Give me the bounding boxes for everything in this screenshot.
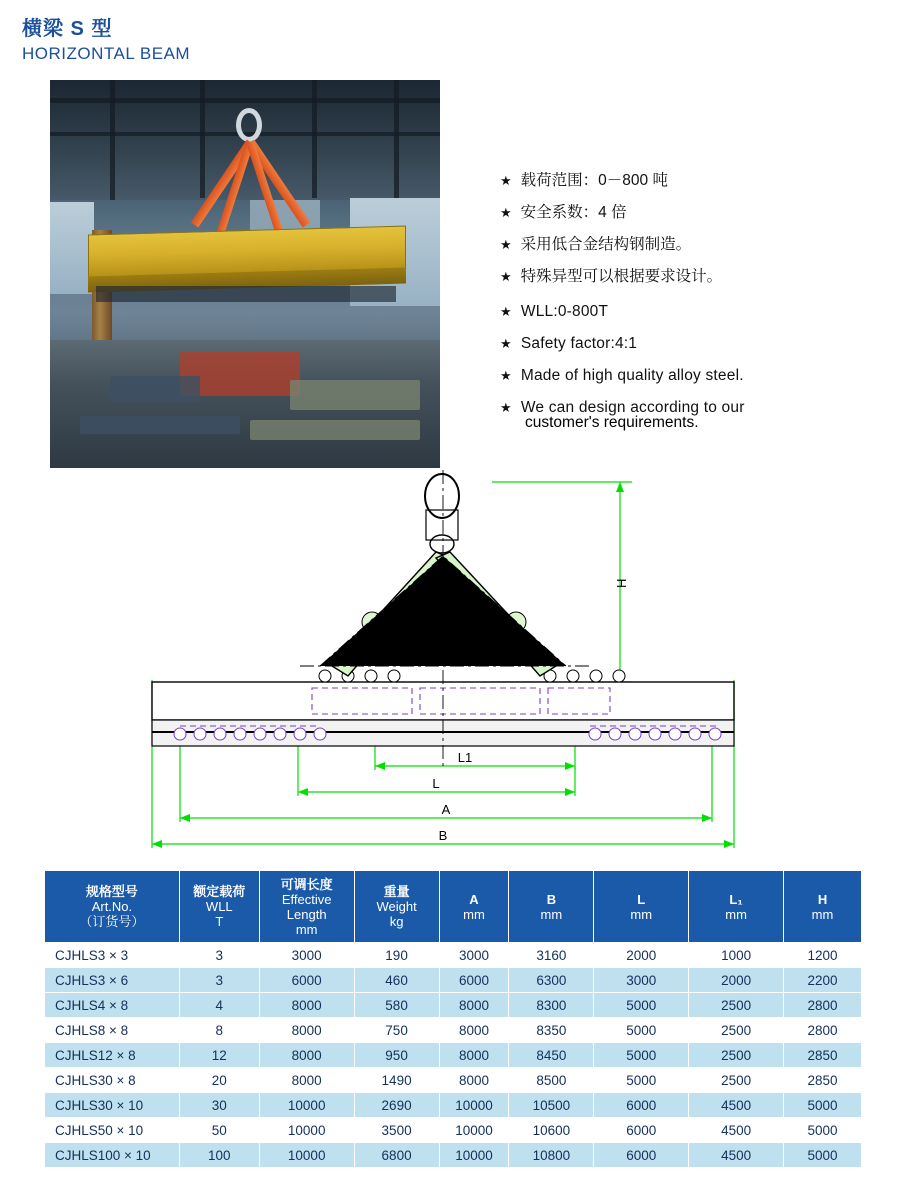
photo-truss [110, 80, 115, 200]
feature-text: 载荷范围：0－800 吨 [520, 172, 668, 189]
spec-table-wrap [44, 870, 862, 1168]
cell-a: 3000 [439, 943, 509, 968]
cell-eff: 3000 [259, 943, 354, 968]
technical-drawing-svg [120, 470, 800, 870]
photo-truss [50, 98, 440, 103]
cell-b: 10600 [509, 1118, 594, 1143]
th-effective-length: 可调长度 Effective Length mm [259, 871, 354, 943]
cell-b: 6300 [509, 968, 594, 993]
feature-list-en [500, 301, 870, 433]
cell-wll: 12 [179, 1043, 259, 1068]
cell-l1: 2500 [689, 1068, 784, 1093]
cell-l: 6000 [594, 1093, 689, 1118]
star-icon: ★ [500, 173, 512, 188]
cell-l1: 2500 [689, 1043, 784, 1068]
cell-model: CJHLS100 × 10 [45, 1143, 180, 1168]
feature-item-en [500, 333, 870, 354]
cell-l: 5000 [594, 1068, 689, 1093]
cell-l: 6000 [594, 1143, 689, 1168]
watermark: shop1441549910016451688.com [222, 1163, 679, 1193]
table-row [45, 1018, 862, 1043]
dimension-label-l1: L1 [457, 750, 473, 765]
th-weight: 重量 Weight kg [354, 871, 439, 943]
product-photo [50, 80, 440, 468]
cell-b: 10500 [509, 1093, 594, 1118]
technical-drawing [120, 470, 800, 870]
star-icon: ★ [500, 368, 512, 383]
feature-item-cn [500, 170, 870, 191]
cell-wll: 3 [179, 968, 259, 993]
cell-l1: 4500 [689, 1143, 784, 1168]
cell-model: CJHLS30 × 10 [45, 1093, 180, 1118]
cell-b: 8500 [509, 1068, 594, 1093]
feature-item-en [500, 365, 870, 386]
dimension-label-l: L [432, 776, 440, 791]
photo-clutter [290, 380, 420, 410]
photo-truss [394, 80, 399, 198]
table-row [45, 1143, 862, 1168]
feature-text: Safety factor:4:1 [520, 335, 638, 352]
star-icon: ★ [500, 205, 512, 220]
cell-model: CJHLS30 × 8 [45, 1068, 180, 1093]
cell-model: CJHLS12 × 8 [45, 1043, 180, 1068]
cell-weight: 3500 [354, 1118, 439, 1143]
feature-item-cn [500, 266, 870, 287]
cell-b: 10800 [509, 1143, 594, 1168]
photo-clutter [110, 376, 200, 402]
cell-eff: 8000 [259, 1018, 354, 1043]
cell-wll: 100 [179, 1143, 259, 1168]
feature-item-en [500, 301, 870, 322]
feature-text: 安全系数：4 倍 [520, 204, 627, 221]
feature-text: We can design according to our [520, 399, 745, 416]
photo-truss [200, 80, 205, 198]
cell-eff: 8000 [259, 1043, 354, 1068]
cell-l: 6000 [594, 1118, 689, 1143]
cell-wll: 8 [179, 1018, 259, 1043]
star-icon: ★ [500, 304, 512, 319]
dimension-label-b: B [438, 828, 448, 843]
cell-eff: 10000 [259, 1143, 354, 1168]
cell-eff: 6000 [259, 968, 354, 993]
cell-model: CJHLS3 × 6 [45, 968, 180, 993]
feature-item-cn [500, 234, 870, 255]
feature-text: WLL:0-800T [520, 303, 609, 320]
table-row [45, 968, 862, 993]
th-b: B mm [509, 871, 594, 943]
cell-l: 5000 [594, 993, 689, 1018]
table-row [45, 1068, 862, 1093]
star-icon: ★ [500, 400, 512, 415]
star-icon: ★ [500, 336, 512, 351]
cell-b: 3160 [509, 943, 594, 968]
cell-a: 8000 [439, 1043, 509, 1068]
cell-l: 5000 [594, 1043, 689, 1068]
cell-a: 10000 [439, 1093, 509, 1118]
feature-text-continuation: customer's requirements. [525, 414, 699, 431]
cell-l1: 2500 [689, 993, 784, 1018]
photo-hook-ring [236, 108, 262, 142]
page-header [22, 16, 190, 66]
star-icon: ★ [500, 269, 512, 284]
feature-text: 采用低合金结构钢制造。 [520, 236, 692, 253]
th-l1: L₁ mm [689, 871, 784, 943]
cell-weight: 950 [354, 1043, 439, 1068]
cell-l: 5000 [594, 1018, 689, 1043]
page-title-en: HORIZONTAL BEAM [22, 44, 191, 63]
dimension-label-a: A [441, 802, 451, 817]
cell-weight: 2690 [354, 1093, 439, 1118]
cell-a: 8000 [439, 1018, 509, 1043]
page-title-cn: 横梁 S 型 [22, 18, 113, 40]
cell-wll: 4 [179, 993, 259, 1018]
cell-eff: 10000 [259, 1118, 354, 1143]
cell-l1: 1000 [689, 943, 784, 968]
table-row [45, 993, 862, 1018]
spec-table [44, 870, 862, 1168]
cell-a: 6000 [439, 968, 509, 993]
cell-model: CJHLS4 × 8 [45, 993, 180, 1018]
cell-weight: 750 [354, 1018, 439, 1043]
photo-clutter [80, 416, 240, 434]
cell-h: 2850 [784, 1068, 862, 1093]
cell-a: 10000 [439, 1143, 509, 1168]
cell-a: 8000 [439, 993, 509, 1018]
cell-h: 2850 [784, 1043, 862, 1068]
cell-h: 2800 [784, 993, 862, 1018]
cell-b: 8350 [509, 1018, 594, 1043]
cell-b: 8450 [509, 1043, 594, 1068]
table-row [45, 1043, 862, 1068]
cell-l1: 2000 [689, 968, 784, 993]
cell-h: 5000 [784, 1093, 862, 1118]
feature-text: Made of high quality alloy steel. [520, 367, 744, 384]
cell-h: 5000 [784, 1143, 862, 1168]
feature-text: 特殊异型可以根据要求设计。 [520, 268, 723, 285]
cell-h: 5000 [784, 1118, 862, 1143]
cell-a: 8000 [439, 1068, 509, 1093]
feature-item-cn [500, 202, 870, 223]
th-wll: 额定载荷 WLL T [179, 871, 259, 943]
master-link [425, 474, 459, 553]
cell-a: 10000 [439, 1118, 509, 1143]
cell-h: 2200 [784, 968, 862, 993]
photo-truss [312, 80, 317, 198]
cell-eff: 10000 [259, 1093, 354, 1118]
photo-clutter [250, 420, 420, 440]
cell-l: 3000 [594, 968, 689, 993]
photo-hook-row [96, 286, 396, 302]
star-icon: ★ [500, 237, 512, 252]
cell-l1: 4500 [689, 1093, 784, 1118]
cell-model: CJHLS50 × 10 [45, 1118, 180, 1143]
cell-eff: 8000 [259, 1068, 354, 1093]
table-row [45, 1093, 862, 1118]
cell-model: CJHLS3 × 3 [45, 943, 180, 968]
table-header-row [45, 871, 862, 943]
cell-wll: 3 [179, 943, 259, 968]
cell-h: 1200 [784, 943, 862, 968]
cell-weight: 460 [354, 968, 439, 993]
cell-wll: 30 [179, 1093, 259, 1118]
cell-weight: 6800 [354, 1143, 439, 1168]
cell-model: CJHLS8 × 8 [45, 1018, 180, 1043]
th-a: A mm [439, 871, 509, 943]
table-row [45, 1118, 862, 1143]
cell-weight: 580 [354, 993, 439, 1018]
cell-wll: 50 [179, 1118, 259, 1143]
cell-weight: 190 [354, 943, 439, 968]
th-h: H mm [784, 871, 862, 943]
table-row [45, 943, 862, 968]
cell-l1: 4500 [689, 1118, 784, 1143]
cell-l1: 2500 [689, 1018, 784, 1043]
th-l: L mm [594, 871, 689, 943]
dimension-label-h: H [614, 578, 629, 588]
cell-weight: 1490 [354, 1068, 439, 1093]
cell-h: 2800 [784, 1018, 862, 1043]
feature-list [500, 170, 870, 443]
cell-eff: 8000 [259, 993, 354, 1018]
cell-b: 8300 [509, 993, 594, 1018]
cell-l: 2000 [594, 943, 689, 968]
th-model: 规格型号 Art.No. （订货号） [45, 871, 180, 943]
cell-wll: 20 [179, 1068, 259, 1093]
